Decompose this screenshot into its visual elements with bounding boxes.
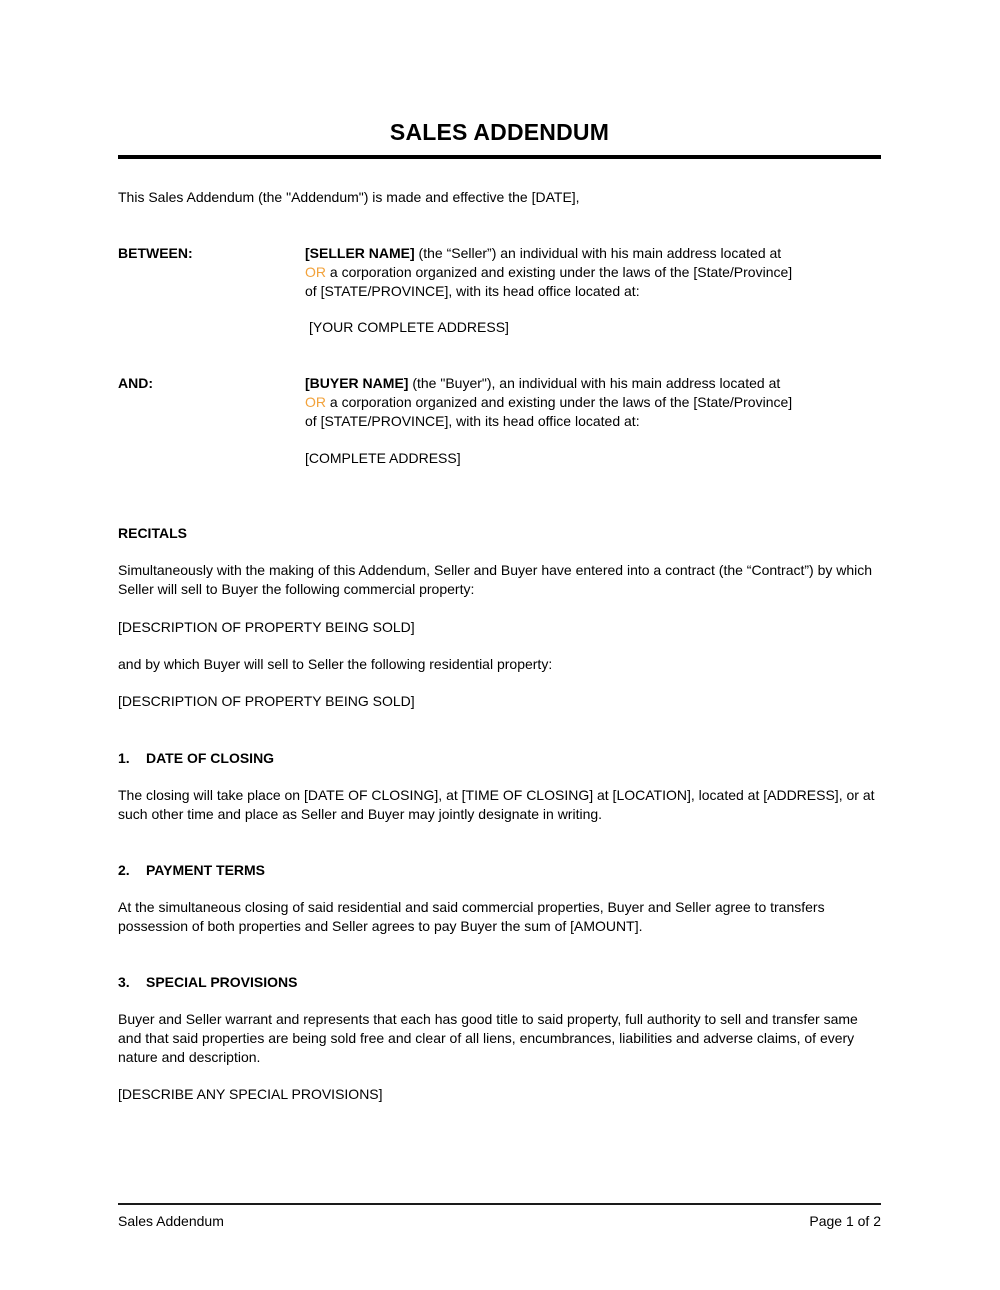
property-description-placeholder-2: [DESCRIPTION OF PROPERTY BEING SOLD]: [118, 693, 415, 709]
section-3-body: Buyer and Seller warrant and represents that each has good title to said property, full authority to sell and transfer same and that said properties are being sold free and clear of all liens, encumbrances, liabilities and adverse claims, of every nature and description.: [118, 1011, 858, 1065]
footer-page-number: Page 1 of 2: [809, 1213, 881, 1229]
party-and: [118, 374, 881, 431]
section-1-number: 1.: [118, 750, 130, 766]
page-footer: [118, 1203, 881, 1231]
section-3-title: SPECIAL PROVISIONS: [146, 974, 298, 990]
footer-document-name: Sales Addendum: [118, 1213, 224, 1229]
title-divider: [118, 155, 881, 159]
section-1-heading: [118, 749, 881, 768]
section-2-heading: [118, 861, 881, 880]
section-3-heading: [118, 973, 881, 992]
document-title: SALES ADDENDUM: [389, 119, 610, 145]
section-2-number: 2.: [118, 862, 130, 878]
recitals-paragraph-1: Simultaneously with the making of this Addendum, Seller and Buyer have entered into a contract (the “Contract”) by which Seller will sell to Buyer the following commercial property:: [118, 562, 873, 597]
seller-or-keyword: OR: [305, 264, 326, 280]
recitals-paragraph-2: and by which Buyer will sell to Seller the following residential property:: [118, 656, 553, 672]
seller-address-placeholder: [YOUR COMPLETE ADDRESS]: [309, 319, 509, 335]
seller-line-1: [SELLER NAME] (the “Seller”) an individual with his main address located at: [305, 245, 782, 261]
seller-address-row: [118, 318, 881, 337]
buyer-or-keyword: OR: [305, 394, 326, 410]
buyer-line-1: [BUYER NAME] (the "Buyer"), an individual with his main address located at: [305, 375, 781, 391]
between-label: BETWEEN:: [118, 245, 193, 261]
seller-line-3: of [STATE/PROVINCE], with its head office located at:: [305, 283, 640, 299]
seller-name-placeholder: [SELLER NAME]: [305, 245, 415, 261]
special-provisions-placeholder: [DESCRIBE ANY SPECIAL PROVISIONS]: [118, 1086, 383, 1102]
seller-line-2: OR a corporation organized and existing under the laws of the [State/Province]: [305, 264, 793, 280]
section-1-body: The closing will take place on [DATE OF CLOSING], at [TIME OF CLOSING] at [LOCATION], located at [ADDRESS], or at such other time and place as Seller and Buyer may jointly designate in writing.: [118, 787, 875, 822]
section-2-body: At the simultaneous closing of said residential and said commercial properties, Buyer and Seller agree to transfers possession of both properties and Seller agrees to pay Buyer the sum of [AMOUNT].: [118, 899, 825, 934]
seller-description: [305, 244, 881, 301]
buyer-address-row: [118, 449, 881, 468]
section-2-title: PAYMENT TERMS: [146, 862, 266, 878]
buyer-name-placeholder: [BUYER NAME]: [305, 375, 409, 391]
property-description-placeholder-1: [DESCRIPTION OF PROPERTY BEING SOLD]: [118, 619, 415, 635]
and-label: AND:: [118, 375, 153, 391]
recitals-heading: RECITALS: [118, 525, 187, 541]
intro-paragraph: This Sales Addendum (the "Addendum") is made and effective the [DATE],: [118, 189, 580, 205]
buyer-line-3: of [STATE/PROVINCE], with its head office located at:: [305, 413, 640, 429]
section-1-title: DATE OF CLOSING: [146, 750, 275, 766]
buyer-address-placeholder: [COMPLETE ADDRESS]: [305, 450, 461, 466]
party-between: [118, 244, 881, 301]
buyer-description: [305, 374, 881, 431]
buyer-line-2: OR a corporation organized and existing under the laws of the [State/Province]: [305, 394, 793, 410]
section-3-number: 3.: [118, 974, 130, 990]
